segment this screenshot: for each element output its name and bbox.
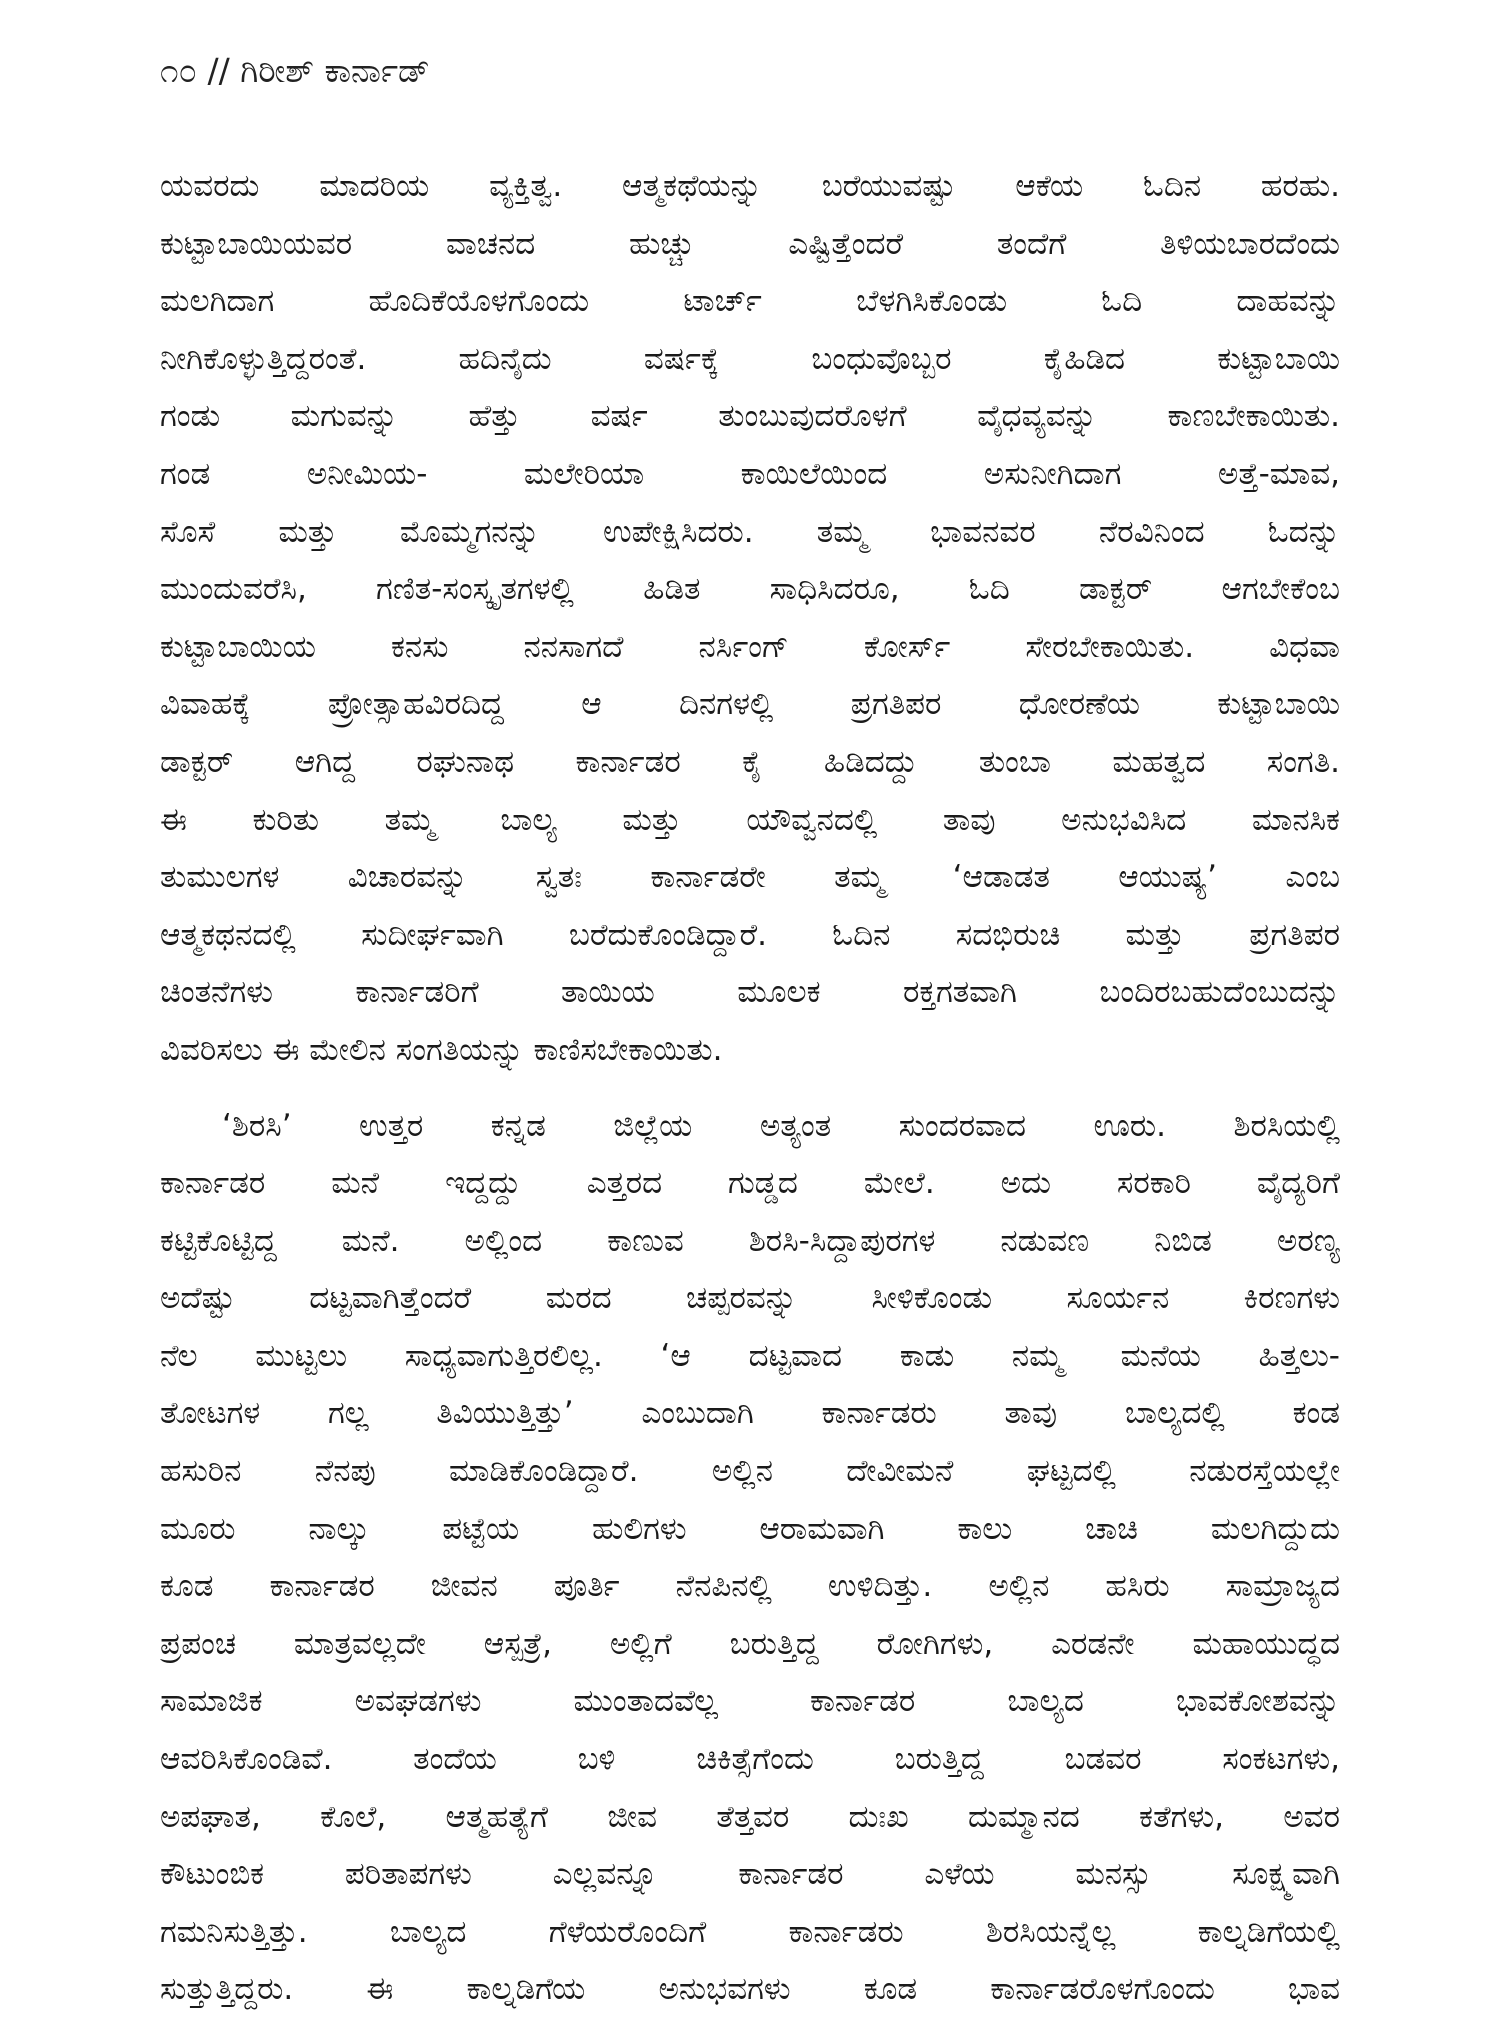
text-line: ಆತ್ಮಕಥನದಲ್ಲಿ ಸುದೀರ್ಘವಾಗಿ ಬರೆದುಕೊಂಡಿದ್ದಾರೆ. ಓದಿನ ಸದಭಿರುಚಿ ಮತ್ತು ಪ್ರಗತಿಪರ (160, 907, 1340, 965)
text-line: ತೋಟಗಳ ಗಲ್ಲ ತಿವಿಯುತ್ತಿತ್ತು’ ಎಂಬುದಾಗಿ ಕಾರ್ನಾಡರು ತಾವು ಬಾಲ್ಯದಲ್ಲಿ ಕಂಡ (160, 1385, 1340, 1443)
text-line: ತುಮುಲಗಳ ವಿಚಾರವನ್ನು ಸ್ವತಃ ಕಾರ್ನಾಡರೇ ತಮ್ಮ ‘ಆಡಾಡತ ಆಯುಷ್ಯ’ ಎಂಬ (160, 849, 1340, 907)
text-line: ಕೂಡ ಕಾರ್ನಾಡರ ಜೀವನ ಪೂರ್ತಿ ನೆನಪಿನಲ್ಲಿ ಉಳಿದಿತ್ತು. ಅಲ್ಲಿನ ಹಸಿರು ಸಾಮ್ರಾಜ್ಯದ (160, 1558, 1340, 1616)
text-line: ಕಾರ್ನಾಡರ ಮನೆ ಇದ್ದದ್ದು ಎತ್ತರದ ಗುಡ್ಡದ ಮೇಲೆ. ಅದು ಸರಕಾರಿ ವೈದ್ಯರಿಗೆ (160, 1155, 1340, 1213)
text-line: ನೆಲ ಮುಟ್ಟಲು ಸಾಧ್ಯವಾಗುತ್ತಿರಲಿಲ್ಲ. ‘ಆ ದಟ್ಟವಾದ ಕಾಡು ನಮ್ಮ ಮನೆಯ ಹಿತ್ತಲು- (160, 1328, 1340, 1386)
text-line: ಮುಂದುವರೆಸಿ, ಗಣಿತ-ಸಂಸ್ಕೃತಗಳಲ್ಲಿ ಹಿಡಿತ ಸಾಧಿಸಿದರೂ, ಓದಿ ಡಾಕ್ಟರ್ ಆಗಬೇಕೆಂಬ (160, 561, 1340, 619)
text-line: ಕಟ್ಟಿಕೊಟ್ಟಿದ್ದ ಮನೆ. ಅಲ್ಲಿಂದ ಕಾಣುವ ಶಿರಸಿ-ಸಿದ್ದಾಪುರಗಳ ನಡುವಣ ನಿಬಿಡ ಅರಣ್ಯ (160, 1213, 1340, 1271)
text-line: ಡಾಕ್ಟರ್ ಆಗಿದ್ದ ರಘುನಾಥ ಕಾರ್ನಾಡರ ಕೈ ಹಿಡಿದದ್ದು ತುಂಬಾ ಮಹತ್ವದ ಸಂಗತಿ. (160, 734, 1340, 792)
text-line: ಗಂಡ ಅನೀಮಿಯ- ಮಲೇರಿಯಾ ಕಾಯಿಲೆಯಿಂದ ಅಸುನೀಗಿದಾಗ ಅತ್ತೆ-ಮಾವ, (160, 446, 1340, 504)
text-line: ಸೊಸೆ ಮತ್ತು ಮೊಮ್ಮಗನನ್ನು ಉಪೇಕ್ಷಿಸಿದರು. ತಮ್ಮ ಭಾವನವರ ನೆರವಿನಿಂದ ಓದನ್ನು (160, 504, 1340, 562)
text-line: ಗಂಡು ಮಗುವನ್ನು ಹೆತ್ತು ವರ್ಷ ತುಂಬುವುದರೊಳಗೆ ವೈಧವ್ಯವನ್ನು ಕಾಣಬೇಕಾಯಿತು. (160, 388, 1340, 446)
text-line: ಪ್ರಪಂಚ ಮಾತ್ರವಲ್ಲದೇ ಆಸ್ಪತ್ರೆ, ಅಲ್ಲಿಗೆ ಬರುತ್ತಿದ್ದ ರೋಗಿಗಳು, ಎರಡನೇ ಮಹಾಯುದ್ಧದ (160, 1616, 1340, 1674)
text-line: ಕೌಟುಂಬಿಕ ಪರಿತಾಪಗಳು ಎಲ್ಲವನ್ನೂ ಕಾರ್ನಾಡರ ಎಳೆಯ ಮನಸ್ಸು ಸೂಕ್ಷ್ಮವಾಗಿ (160, 1846, 1340, 1904)
text-line: ಹಸುರಿನ ನೆನಪು ಮಾಡಿಕೊಂಡಿದ್ದಾರೆ. ಅಲ್ಲಿನ ದೇವೀಮನೆ ಘಟ್ಟದಲ್ಲಿ ನಡುರಸ್ತೆಯಲ್ಲೇ (160, 1443, 1340, 1501)
text-line: ಸಾಮಾಜಿಕ ಅವಘಡಗಳು ಮುಂತಾದವೆಲ್ಲ ಕಾರ್ನಾಡರ ಬಾಲ್ಯದ ಭಾವಕೋಶವನ್ನು (160, 1673, 1340, 1731)
paragraph-gap (160, 1080, 1340, 1098)
body-text (160, 158, 1340, 2019)
header-separator: // (207, 51, 229, 90)
text-line: ಯವರದು ಮಾದರಿಯ ವ್ಯಕ್ತಿತ್ವ. ಆತ್ಮಕಥೆಯನ್ನು ಬರೆಯುವಷ್ಟು ಆಕೆಯ ಓದಿನ ಹರಹು. (160, 158, 1340, 216)
text-line: ವಿವರಿಸಲು ಈ ಮೇಲಿನ ಸಂಗತಿಯನ್ನು ಕಾಣಿಸಬೇಕಾಯಿತು. (160, 1022, 1340, 1080)
text-line: ಅಪಘಾತ, ಕೊಲೆ, ಆತ್ಮಹತ್ಯೆಗೆ ಜೀವ ತೆತ್ತವರ ದುಃಖ ದುಮ್ಮಾನದ ಕತೆಗಳು, ಅವರ (160, 1789, 1340, 1847)
page-number: ೧೦ (160, 51, 197, 90)
paragraph-2 (160, 1098, 1340, 2019)
running-header (160, 46, 1340, 96)
text-line: ವಿವಾಹಕ್ಕೆ ಪ್ರೋತ್ಸಾಹವಿರದಿದ್ದ ಆ ದಿನಗಳಲ್ಲಿ ಪ್ರಗತಿಪರ ಧೋರಣೆಯ ಕುಟ್ಟಾಬಾಯಿ (160, 676, 1340, 734)
text-line: ಕುಟ್ಟಾಬಾಯಿಯ ಕನಸು ನನಸಾಗದೆ ನರ್ಸಿಂಗ್ ಕೋರ್ಸ್ ಸೇರಬೇಕಾಯಿತು. ವಿಧವಾ (160, 619, 1340, 677)
text-line: ಗಮನಿಸುತ್ತಿತ್ತು. ಬಾಲ್ಯದ ಗೆಳೆಯರೊಂದಿಗೆ ಕಾರ್ನಾಡರು ಶಿರಸಿಯನ್ನೆಲ್ಲ ಕಾಲ್ನಡಿಗೆಯಲ್ಲಿ (160, 1904, 1340, 1962)
text-line: ‘ಶಿರಸಿ’ ಉತ್ತರ ಕನ್ನಡ ಜಿಲ್ಲೆಯ ಅತ್ಯಂತ ಸುಂದರವಾದ ಊರು. ಶಿರಸಿಯಲ್ಲಿ (160, 1098, 1340, 1156)
book-title: ಗಿರೀಶ್ ಕಾರ್ನಾಡ್ (240, 51, 430, 90)
text-line: ಈ ಕುರಿತು ತಮ್ಮ ಬಾಲ್ಯ ಮತ್ತು ಯೌವ್ವನದಲ್ಲಿ ತಾವು ಅನುಭವಿಸಿದ ಮಾನಸಿಕ (160, 792, 1340, 850)
text-line: ಆವರಿಸಿಕೊಂಡಿವೆ. ತಂದೆಯ ಬಳಿ ಚಿಕಿತ್ಸೆಗೆಂದು ಬರುತ್ತಿದ್ದ ಬಡವರ ಸಂಕಟಗಳು, (160, 1731, 1340, 1789)
text-line: ಮಲಗಿದಾಗ ಹೊದಿಕೆಯೊಳಗೊಂದು ಟಾರ್ಚ್ ಬೆಳಗಿಸಿಕೊಂಡು ಓದಿ ದಾಹವನ್ನು (160, 273, 1340, 331)
text-line: ಕುಟ್ಟಾಬಾಯಿಯವರ ವಾಚನದ ಹುಚ್ಚು ಎಷ್ಟಿತ್ತೆಂದರೆ ತಂದೆಗೆ ತಿಳಿಯಬಾರದೆಂದು (160, 216, 1340, 274)
text-line: ನೀಗಿಕೊಳ್ಳುತ್ತಿದ್ದರಂತೆ. ಹದಿನೈದು ವರ್ಷಕ್ಕೆ ಬಂಧುವೊಬ್ಬರ ಕೈಹಿಡಿದ ಕುಟ್ಟಾಬಾಯಿ (160, 331, 1340, 389)
paragraph-1 (160, 158, 1340, 1080)
text-line: ಸುತ್ತುತ್ತಿದ್ದರು. ಈ ಕಾಲ್ನಡಿಗೆಯ ಅನುಭವಗಳು ಕೂಡ ಕಾರ್ನಾಡರೊಳಗೊಂದು ಭಾವ (160, 1961, 1340, 2019)
text-line: ಮೂರು ನಾಲ್ಕು ಪಟ್ಟೆಯ ಹುಲಿಗಳು ಆರಾಮವಾಗಿ ಕಾಲು ಚಾಚಿ ಮಲಗಿದ್ದುದು (160, 1501, 1340, 1559)
text-line: ಚಿಂತನೆಗಳು ಕಾರ್ನಾಡರಿಗೆ ತಾಯಿಯ ಮೂಲಕ ರಕ್ತಗತವಾಗಿ ಬಂದಿರಬಹುದೆಂಬುದನ್ನು (160, 964, 1340, 1022)
text-line: ಅದೆಷ್ಟು ದಟ್ಟವಾಗಿತ್ತೆಂದರೆ ಮರದ ಚಪ್ಪರವನ್ನು ಸೀಳಿಕೊಂಡು ಸೂರ್ಯನ ಕಿರಣಗಳು (160, 1270, 1340, 1328)
